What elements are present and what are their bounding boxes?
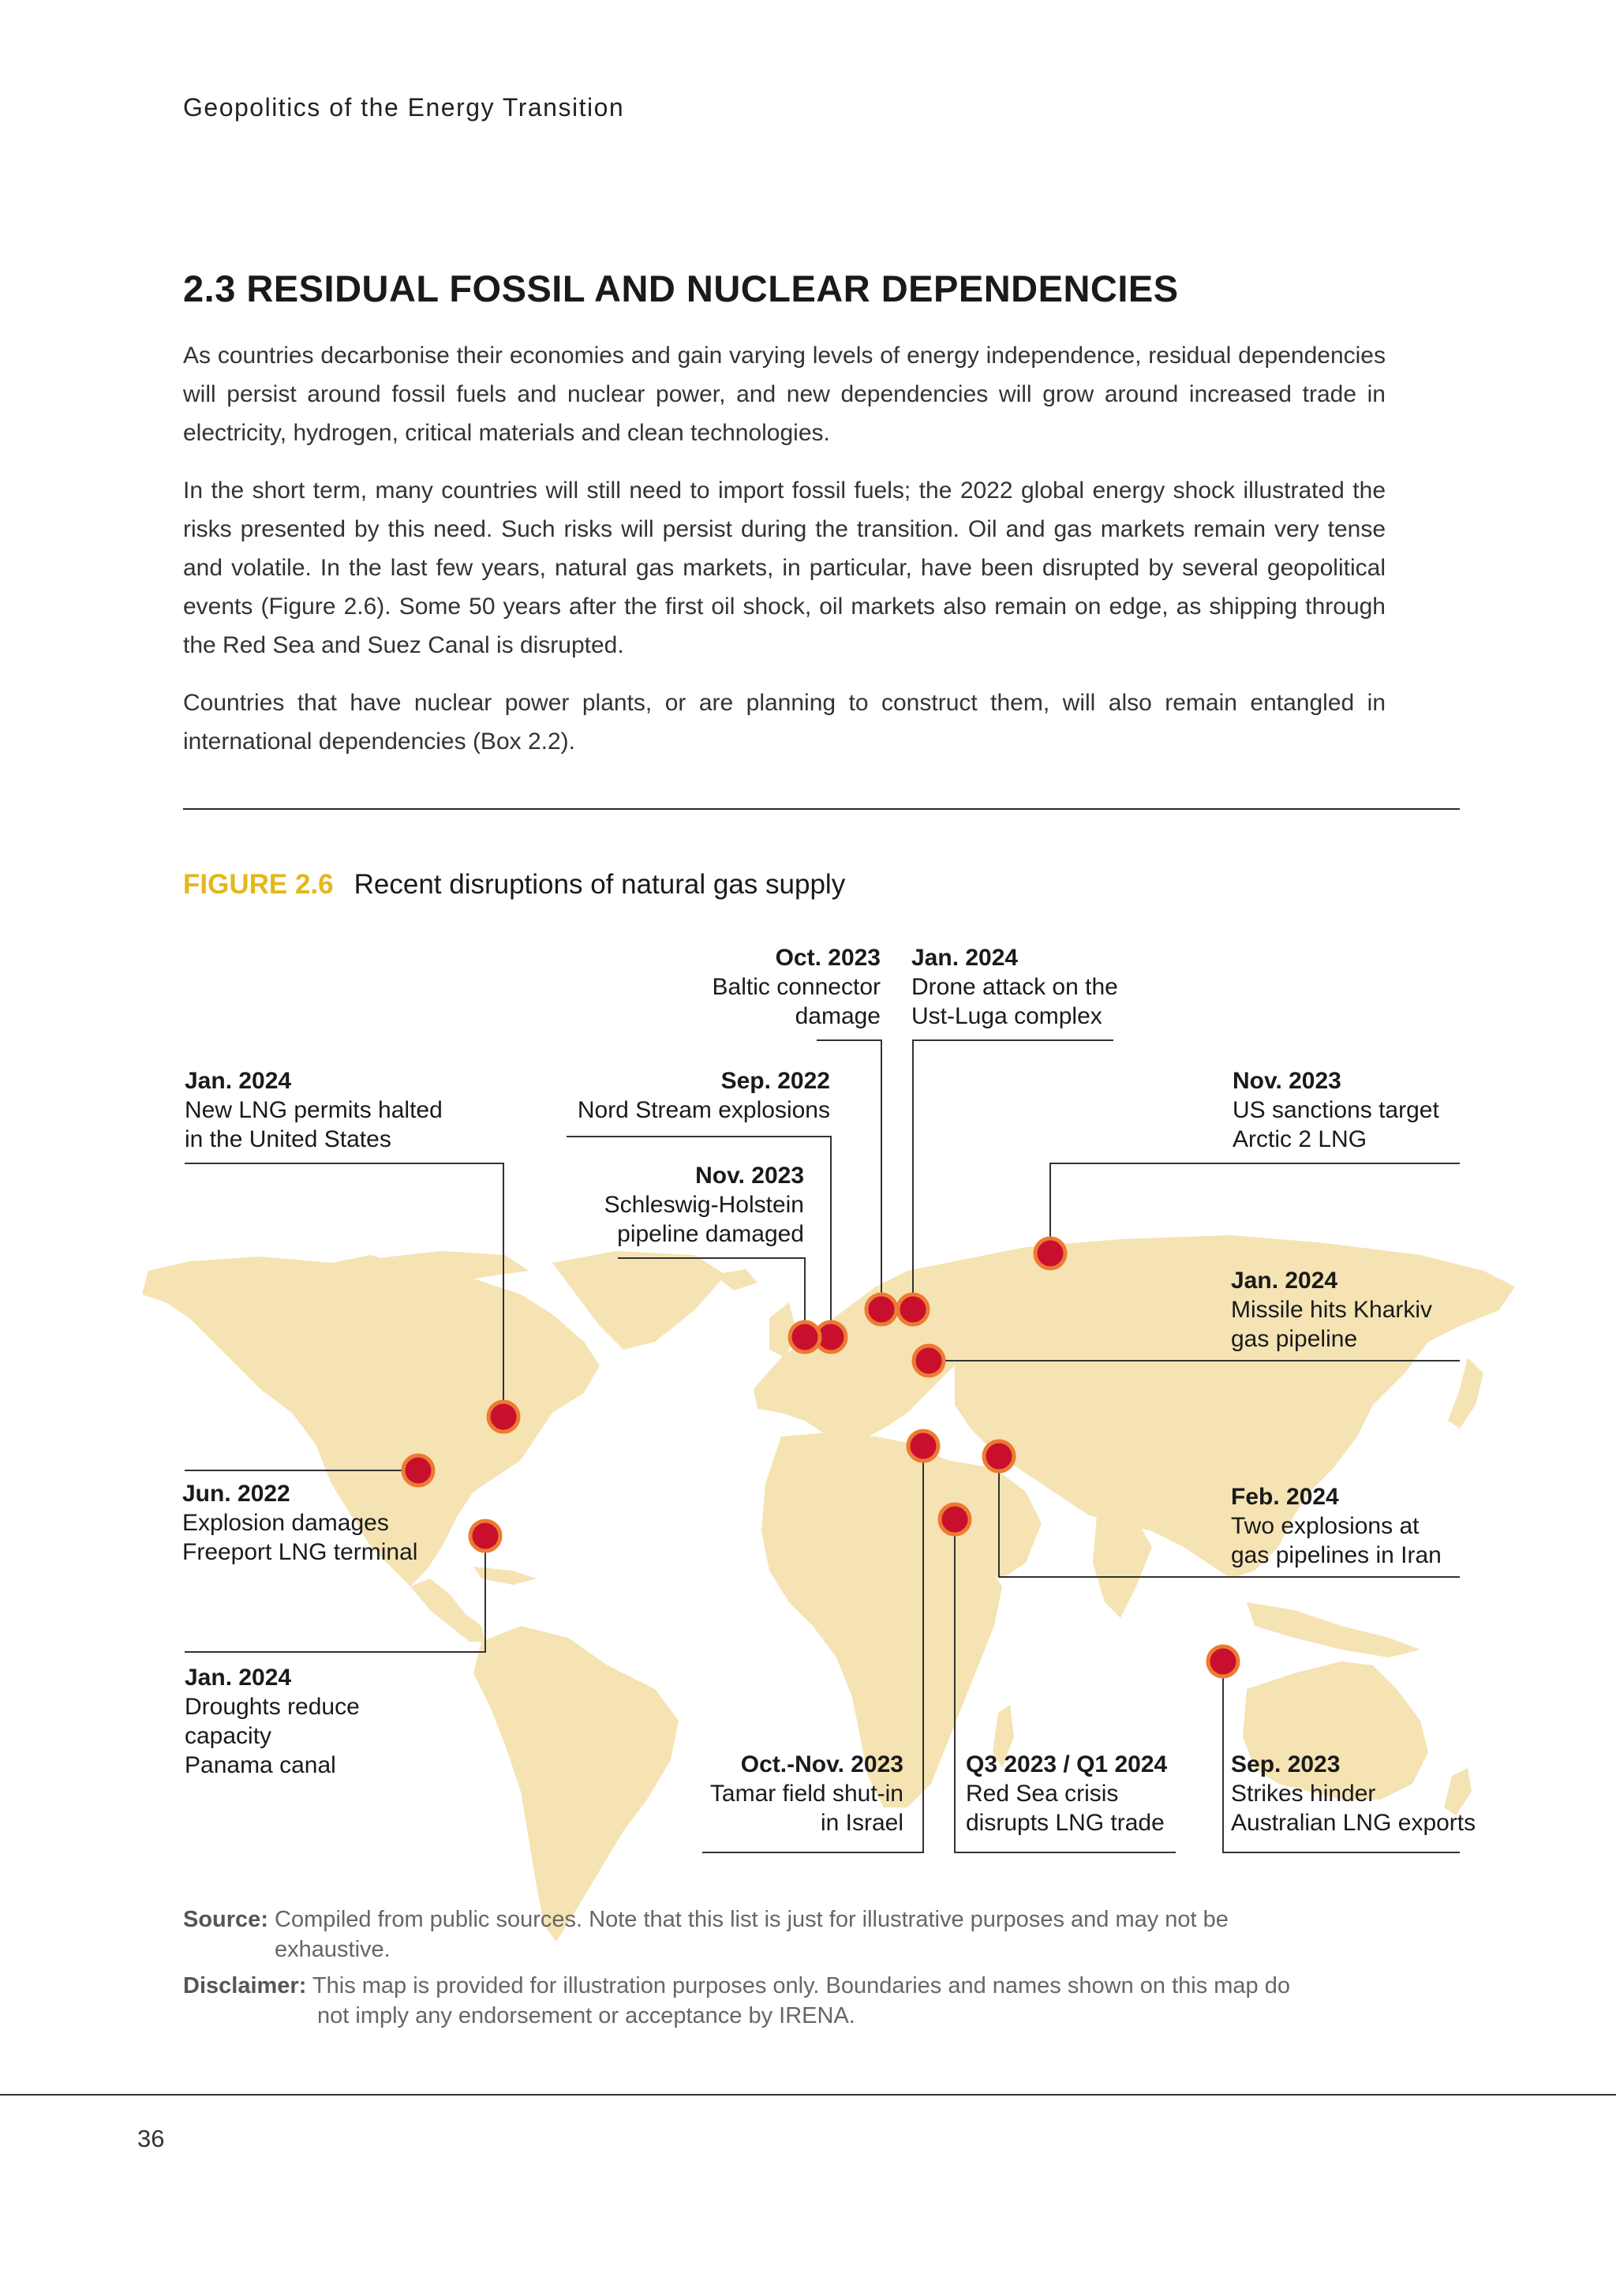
marker-schleswig — [790, 1322, 820, 1352]
label-panama: Jan. 2024 Droughts reduce capacity Panama canal — [185, 1665, 360, 1778]
label-nord-stream: Sep. 2022 Nord Stream explosions — [577, 1068, 830, 1123]
marker-lng-permits — [488, 1402, 518, 1432]
marker-kharkiv — [914, 1346, 944, 1376]
southeast-asia-islands-shape — [1247, 1602, 1420, 1657]
source-text-cont: exhaustive. — [275, 1937, 391, 1962]
body-paragraph-3: Countries that have nuclear power plants, or are planning to construct them, will also remain entangled in international dependencies (Box 2.2). — [183, 690, 1386, 755]
source-note — [183, 1905, 1414, 1965]
japan-shape — [1448, 1358, 1483, 1429]
label-ust-luga: Jan. 2024 Drone attack on the Ust-Luga complex — [911, 945, 1118, 1029]
figure-number: FIGURE 2.6 — [183, 869, 334, 900]
label-kharkiv: Jan. 2024 Missile hits Kharkiv gas pipeline — [1231, 1268, 1433, 1352]
europe-shape — [754, 1263, 978, 1444]
label-freeport: Jun. 2022 Explosion damages Freeport LNG terminal — [182, 1481, 418, 1565]
label-tamar: Oct.-Nov. 2023 Tamar field shut-in in Israel — [709, 1751, 903, 1836]
marker-arctic — [1035, 1238, 1065, 1268]
india-shape — [1093, 1515, 1152, 1618]
marker-australia — [1208, 1646, 1238, 1676]
disclaimer-text-cont: not imply any endorsement or acceptance by IRENA. — [317, 2003, 855, 2028]
source-text: Compiled from public sources. Note that this list is just for illustrative purposes and may not be — [275, 1907, 1229, 1932]
label-lng-permits: Jan. 2024 New LNG permits halted in the United States — [185, 1068, 443, 1152]
label-red-sea: Q3 2023 / Q1 2024 Red Sea crisis disrupts LNG trade — [966, 1751, 1168, 1836]
marker-ust-luga — [898, 1294, 928, 1324]
disclaimer-label: Disclaimer: — [183, 1973, 307, 1998]
label-australia: Sep. 2023 Strikes hinder Australian LNG exports — [1231, 1751, 1476, 1836]
section-title: 2.3 RESIDUAL FOSSIL AND NUCLEAR DEPENDENCIES — [183, 268, 1179, 309]
label-iran: Feb. 2024 Two explosions at gas pipelines in Iran — [1231, 1484, 1442, 1568]
marker-panama — [470, 1521, 500, 1551]
disclaimer-text: This map is provided for illustration purposes only. Boundaries and names shown on this map do — [312, 1973, 1290, 1998]
label-baltic: Oct. 2023 Baltic connector damage — [712, 945, 881, 1029]
body-paragraph-2: In the short term, many countries will still need to import fossil fuels; the 2022 global energy shock illustrated the risks presented by this need. Such risks will persist during the transition. Oil and gas markets remain very tense and volatile. In the last few years, natural gas markets, in particular, have been disrupted by several geopolitical events (Figure 2.6). Some 50 years after the first oil shock, oil markets also remain on edge, as shipping through the Red Sea and Suez Canal is disrupted. — [183, 478, 1386, 658]
label-arctic: Nov. 2023 US sanctions target Arctic 2 LNG — [1233, 1068, 1439, 1152]
marker-iran — [984, 1441, 1014, 1471]
footer-rule — [0, 2094, 1616, 2096]
caribbean-shape — [473, 1567, 537, 1585]
south-america-shape — [473, 1626, 679, 1942]
marker-baltic — [866, 1294, 896, 1324]
disclaimer-note — [183, 1971, 1414, 2031]
page-number: 36 — [137, 2125, 165, 2152]
marker-tamar — [908, 1431, 938, 1461]
source-label: Source: — [183, 1907, 268, 1932]
running-header: Geopolitics of the Energy Transition — [183, 93, 625, 122]
central-america-shape — [410, 1579, 485, 1642]
greenland-shape — [552, 1251, 726, 1350]
body-paragraph-1: As countries decarbonise their economies and gain varying levels of energy independence, residual dependencies will persist around fossil fuels and nuclear power, and new dependencies will grow around increased trade in electricity, hydrogen, critical materials and clean technologies. — [183, 343, 1386, 446]
label-schleswig: Nov. 2023 Schleswig-Holstein pipeline damaged — [604, 1163, 804, 1247]
figure-notes — [183, 1905, 1414, 2037]
marker-red-sea — [940, 1504, 970, 1534]
figure-title: Recent disruptions of natural gas supply — [354, 869, 846, 900]
label-baltic-date: Oct. 2023 — [775, 945, 881, 971]
